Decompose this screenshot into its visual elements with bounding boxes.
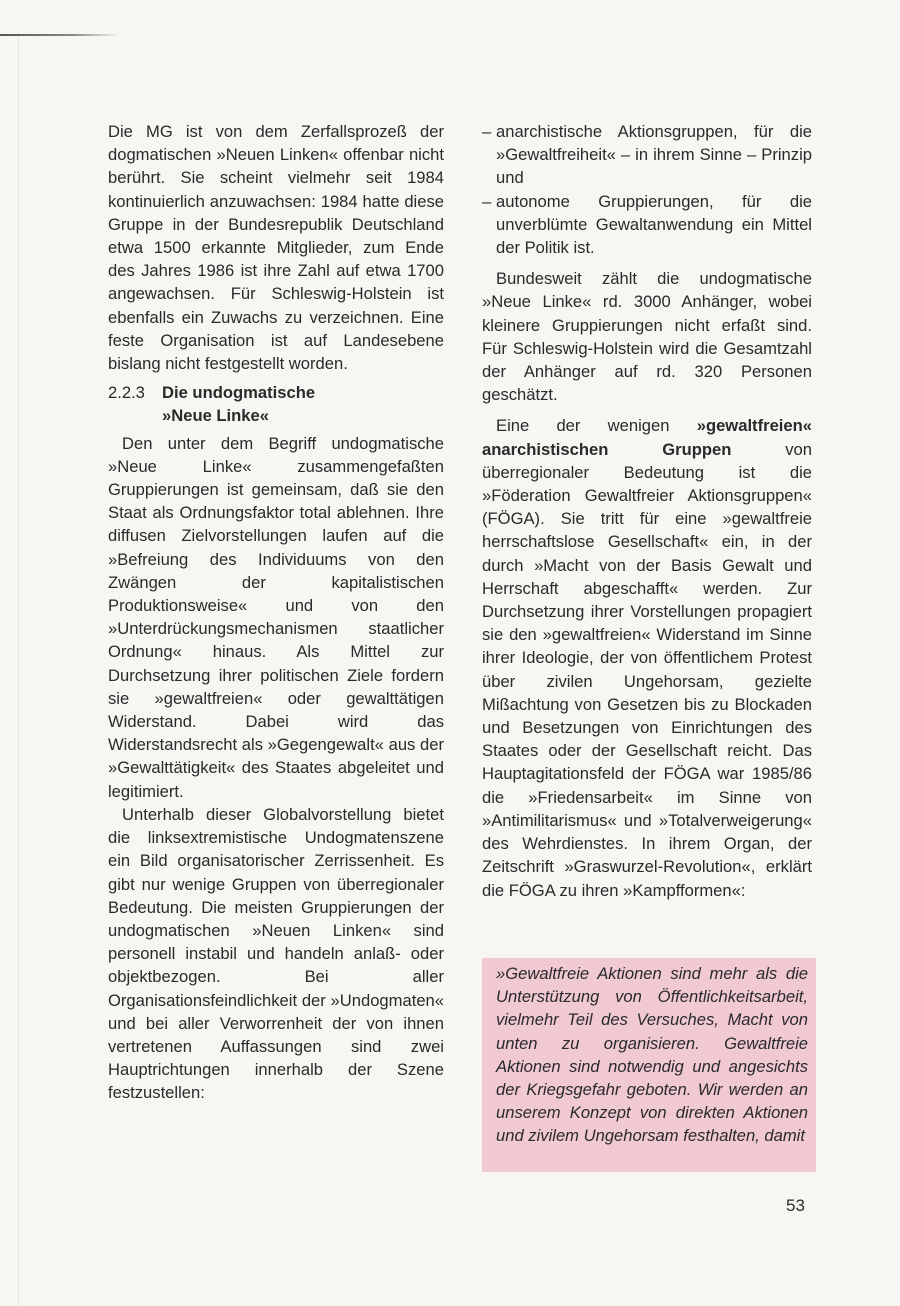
scene-paragraph: Unterhalb dieser Globalvorstellung bietet die linksextremistische Undogmatenszene ein Bild organisatorischer Zerrissenheit. Es gibt nur wenige Gruppen von überregionaler Bedeutung. Die meisten Gruppierungen der undogmatischen »Neuen Linken« sind personell instabil und handeln anlaß- oder objektbezogen. Bei aller Organisationsfeindlichkeit der »Undogmaten« und bei aller Verworrenheit der von ihnen vertretenen Auffassungen sind zwei Hauptrichtungen innerhalb der Szene festzustellen: xyxy=(108,804,444,1103)
membership-paragraph: Bundesweit zählt die undogmatische »Neue Linke« rd. 3000 Anhänger, wobei kleinere Gruppierungen nicht erfaßt sind. Für Schleswig-Holstein wird die Gesamtzahl der Anhänger auf rd. 320 Personen geschätzt. xyxy=(482,269,812,405)
dash-bullet: – xyxy=(482,122,492,141)
left-column xyxy=(108,120,444,1105)
section-title-line2: »Neue Linke« xyxy=(162,406,269,426)
section-title xyxy=(162,381,315,427)
page-edge-fold xyxy=(18,34,19,1306)
list-item xyxy=(482,190,812,260)
section-number: 2.2.3 xyxy=(108,383,145,403)
list-item-text: anarchistische Aktionsgruppen, für die »Gewaltfreiheit« – in ihrem Sinne – Prinzip und xyxy=(496,122,812,188)
section-heading xyxy=(108,381,444,427)
intro-paragraph: Die MG ist von dem Zerfallsprozeß der dogmatischen »Neuen Linken« offenbar nicht berührt. Sie scheint vielmehr seit 1984 kontinuierlich anzuwachsen: 1984 hatte diese Gruppe in der Bundesrepublik Deutschland etwa 1500 erkannte Mitglieder, zum Ende des Jahres 1986 ist ihre Zahl auf etwa 1700 angewachsen. Für Schleswig-Holstein ist ebenfalls ein Zuwachs zu verzeichnen. Eine feste Organisation ist auf Landesebene bislang nicht festgestellt worden. xyxy=(108,122,444,374)
right-column xyxy=(482,120,812,902)
list-item-text: autonome Gruppierungen, für die unverblümte Gewaltanwendung ein Mittel der Politik ist. xyxy=(496,191,812,258)
foega-paragraph xyxy=(482,414,812,901)
foega-body: von überregionaler Bedeutung ist die »Föderation Gewaltfreier Aktionsgruppen« (FÖGA). Sie tritt für eine »gewaltfreie herrschaftslose Gesellschaft« ein, in der durch »Macht von der Basis Gewalt und Herrschaft abgeschafft« werden. Zur Durchsetzung ihrer Vorstellungen propagiert sie den »gewaltfreien« Widerstand im Sinne ihrer Ideologie, der von öffentlichem Protest über zivilen Ungehorsam, gezielte Mißachtung von Gesetzen bis zu Blockaden und Besetzungen von Einrichtungen des Staates oder der Gesellschaft reicht. Das Hauptagitationsfeld der FÖGA war 1985/86 die »Friedensarbeit« im Sinne von »Antimilitarismus« und »Totalverweigerung« des Wehrdienstes. In ihrem Organ, der Zeitschrift »Graswurzel-Revolution«, erklärt die FÖGA zu ihren »Kampfformen«: xyxy=(482,439,812,900)
dash-bullet: – xyxy=(482,191,492,211)
section-title-line1: Die undogmatische xyxy=(162,383,316,403)
page-number: 53 xyxy=(786,1196,805,1215)
list-item xyxy=(482,120,812,190)
highlighted-quote: »Gewaltfreie Aktionen sind mehr als die Unterstützung von Öffentlichkeitsarbeit, vielmehr Teil des Versuches, Macht von unten zu organisieren. Gewaltfreie Aktionen sind notwendig und angesichts der Kriegsgefahr geboten. Wir werden an unserem Konzept von direkten Aktionen und zivilem Ungehorsam festhalten, damit xyxy=(482,958,816,1172)
foega-emphasis: »gewaltfreien« anarchistischen Gruppen xyxy=(482,416,812,459)
foega-lead: Eine der wenigen xyxy=(496,416,697,436)
definition-paragraph: Den unter dem Begriff undogmatische »Neue Linke« zusammengefaßten Gruppierungen ist gemeinsam, daß sie den Staat als Ordnungsfaktor total ablehnen. Ihre diffusen Zielvorstellungen laufen auf die »Befreiung des Individuums von den Zwängen der kapitalistischen Produktionsweise« und von den »Unterdrückungsmechanismen staatlicher Ordnung« hinaus. Als Mittel zur Durchsetzung ihrer politischen Ziele fordern sie »gewaltfreien« oder gewalttätigen Widerstand. Dabei wird das Widerstandsrecht als »Gegengewalt« aus der »Gewalttätigkeit« des Staates abgeleitet und legitimiert. xyxy=(108,433,444,801)
